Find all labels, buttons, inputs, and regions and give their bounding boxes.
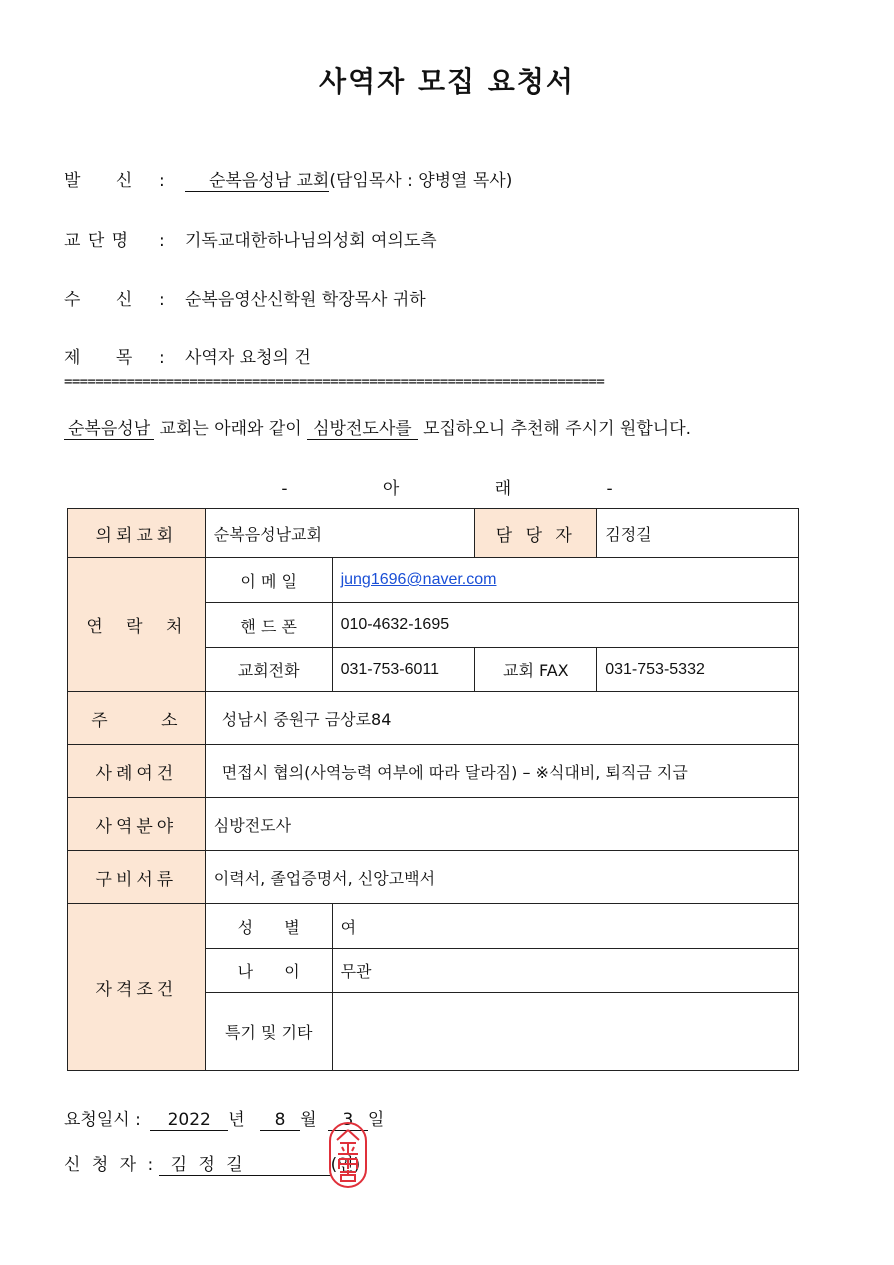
church-value: 순복음성남교회 [205, 509, 475, 558]
date-month: 8 [260, 1110, 300, 1131]
field-label: 사역분야 [68, 798, 206, 851]
separator-rule: ===================================================================== [64, 374, 605, 390]
date-year-unit: 년 [228, 1110, 245, 1130]
date-month-unit: 월 [300, 1110, 317, 1130]
table-row [68, 745, 799, 798]
table-row [68, 509, 799, 558]
phone-value: 010-4632-1695 [332, 603, 798, 648]
page-title: 사역자 모집 요청서 [319, 65, 575, 98]
field-value: 심방전도사 [205, 798, 798, 851]
subject-row: 제 목 : 사역자 요청의 건 [64, 343, 311, 368]
subject-label: 제 목 [64, 348, 134, 368]
date-label: 요청일시 : [64, 1110, 141, 1130]
email-cell [332, 558, 798, 603]
sender-value: 순복음성남 교회 [185, 171, 329, 192]
denomination-label: 교 단 명 [64, 231, 130, 251]
manager-label: 담 당 자 [475, 509, 597, 558]
fax-value: 031-753-5332 [597, 648, 799, 692]
date-year: 2022 [150, 1110, 228, 1131]
fax-label: 교회 FAX [475, 648, 597, 692]
applicant-label: 신 청 자 : [64, 1155, 154, 1175]
sender-label: 발 신 [64, 171, 134, 191]
denomination-row: 교 단 명 : 기독교대한하나님의성회 여의도측 [64, 226, 437, 251]
intro-text-2: 모집하오니 추천해 주시기 원합니다. [417, 419, 692, 439]
email-label: 이 메 일 [205, 558, 332, 603]
qualification-label: 자격조건 [68, 904, 206, 1071]
manager-value: 김정길 [597, 509, 799, 558]
seal-mark-icon [332, 1127, 364, 1183]
table-row [68, 798, 799, 851]
sender-row: 발 신 : 순복음성남 교회(담임목사 : 양병열 목사) [64, 166, 512, 191]
request-form-table [67, 508, 799, 1071]
subject-value: 사역자 요청의 건 [185, 348, 311, 368]
table-row [68, 904, 799, 949]
intro-text-1: 교회는 아래와 같이 [154, 419, 308, 439]
address-value: 성남시 중원구 금상로84 [205, 692, 798, 745]
age-value: 무관 [332, 949, 798, 993]
seal-text: (인) [330, 1155, 361, 1175]
date-day: 3 [328, 1110, 368, 1131]
gender-label: 성 별 [205, 904, 332, 949]
pay-value: 면접시 협의(사역능력 여부에 따라 달라짐) – ※식대비, 퇴직금 지급 [205, 745, 798, 798]
recipient-row: 수 신 : 순복음영산신학원 학장목사 귀하 [64, 285, 426, 310]
applicant-name: 김 정 길 [159, 1150, 331, 1176]
age-label: 나 이 [205, 949, 332, 993]
date-day-unit: 일 [367, 1110, 385, 1130]
contact-label: 연 락 처 [68, 558, 206, 692]
tel-label: 교회전화 [205, 648, 332, 692]
section-heading: - 아 래 - [281, 479, 613, 499]
table-row [68, 851, 799, 904]
gender-value: 여 [332, 904, 798, 949]
tel-value: 031-753-6011 [332, 648, 475, 692]
recipient-value: 순복음영산신학원 학장목사 귀하 [185, 290, 426, 310]
intro-position: 심방전도사를 [307, 419, 418, 440]
red-seal-stamp [329, 1122, 367, 1188]
etc-label: 특기 및 기타 [205, 993, 332, 1071]
pay-label: 사례여건 [68, 745, 206, 798]
recipient-label: 수 신 [64, 290, 134, 310]
table-row [68, 558, 799, 603]
phone-label: 핸 드 폰 [205, 603, 332, 648]
intro-church: 순복음성남 [64, 419, 154, 440]
church-label: 의뢰교회 [68, 509, 206, 558]
denomination-value: 기독교대한하나님의성회 여의도측 [185, 231, 437, 251]
intro-sentence [64, 414, 691, 439]
sender-extra: (담임목사 : 양병열 목사) [329, 171, 513, 191]
docs-value: 이력서, 졸업증명서, 신앙고백서 [205, 851, 798, 904]
address-label: 주 소 [68, 692, 206, 745]
applicant-row [64, 1150, 360, 1176]
table-row [68, 692, 799, 745]
etc-value [332, 993, 798, 1071]
email-link[interactable]: jung1696@naver.com [340, 571, 497, 588]
docs-label: 구비서류 [68, 851, 206, 904]
